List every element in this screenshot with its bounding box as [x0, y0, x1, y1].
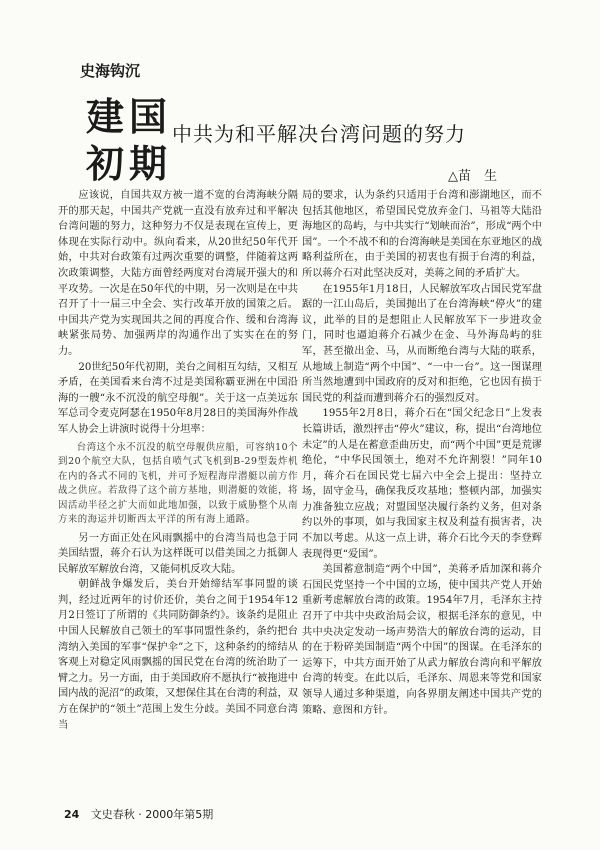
big-title-line1: 建国: [86, 95, 173, 139]
journal-name: 文史春秋 · 2000年第5期: [90, 808, 214, 821]
paragraph: 朝鲜战争爆发后，美台开始缔结军事同盟的谈判，经过近两年的讨价还价，美台之间于1954年12月2日签订了所谓的《共同防御条约》。该条约是阻止中国人民解放自己领土的军事同盟性条约，条约把台湾纳入美国的军事“保护伞”之下，这种条约的缔结从客观上对稳定风雨飘摇的国民党在台湾的统治助了一臂之力。另一方面，由于美国政府不愿执行“被拖进中国内战的泥沼”的政策，又想保住其在台湾的利益，双方在保护的“领土”范围上发生分歧。美国不同意台湾当: [58, 579, 298, 731]
paragraph: 另一方面正处在风雨飘摇中的台湾当局也急于同美国结盟，蒋介石认为这样既可以借美国之力抵御人民解放军解放台湾，又能伺机反攻大陆。: [58, 532, 298, 575]
author: △苗 生: [448, 169, 497, 184]
page-footer: [64, 806, 213, 822]
paragraph: 20世纪50年代初期，美台之间相互勾结，又相互矛盾，在美国看来台湾不过是美国称霸亚洲在中国沿海的一艘“永不沉没的航空母舰”。关于这一点美远东军总司令麦克阿瑟在1950年8月28日的美国海外作战军人协会上讲演时说得十分坦率：: [58, 361, 298, 435]
left-column: [58, 188, 298, 733]
section-label: 史海钩沉: [80, 62, 141, 80]
right-column: [302, 188, 542, 718]
page-number: 24: [64, 808, 80, 821]
quote-block: 台湾这个永不沉没的航空母舰供应船，可容纳10个到20个航空大队，包括自喷气式飞机到B-29型轰炸机在内的各式不同的飞机，并可予短程海岸潜艇以前方作战之供应。若敌得了这个前方基地，则潜艇的效能，将因活动半径之扩大而如此地加强，以致于威胁整个从南方来的海运并切断西太平洋的所有海上通路。: [58, 441, 298, 525]
paragraph: 1955年2月8日，蒋介石在“国父纪念日”上发表长篇讲话，激烈抨击“停火”建议，称，提出“台湾地位未定”的人是在蓄意歪曲历史，而“两个中国”更是荒谬绝伦，“中华民国领土，绝对不允许割裂！”同年10月，蒋介石在国民党七届六中全会上提出：坚持立场，固守金马，确保我反攻基地；整顿内部，加强实力准备独立应战；对盟国坚决履行条约义务，但对条约以外的事项，如与我国家主权及利益有损害者，决不加以考虑。从这一点上讲，蒋介石比今天的李登辉表现得更“爱国”。: [302, 408, 542, 560]
paragraph: 应该说，自国共双方被一道不宽的台湾海峡分隔开的那天起，中国共产党就一直没有放弃过和平解决台湾问题的努力，这种努力不仅是表现在宣传上，更体现在实际行动中。纵向看来，从20世纪50年代开始，中共对台政策有过两次重要的调整，伴随着这两次政策调整，大陆方面曾经两度对台湾展开强大的和平攻势。一次是在50年代的中期，另一次则是在中共召开了十一届三中全会、实行改革开放的国策之后。中国共产党为实现国共之间的再度合作、缓和台湾海峡紧张局势、加强两岸的沟通作出了实实在在的努力。: [58, 190, 298, 357]
paragraph: 在1955年1月18日，人民解放军攻占国民党军盘踞的一江山岛后，美国抛出了在台湾海峡“停火”的建议，此举的目的是想阻止人民解放军下一步进攻金门，同时也逼迫蒋介石减少在金、马外海岛屿的驻军，甚至撤出金、马，从而断绝台湾与大陆的联系，从地域上制造“两个中国”、“一中一台”。这一图谋理所当然地遭到中国政府的反对和拒绝，它也因有损于国民党的利益而遭到蒋介石的强烈反对。: [302, 283, 542, 404]
big-title-line2: 初期: [86, 142, 173, 186]
paragraph-continued: 局的要求，认为条约只适用于台湾和澎湖地区，而不包括其他地区，希望国民党放弃金门、马祖等大陆沿海地区的岛屿，与中共实行“划峡而治”，形成“两个中国”。一个不战不和的台湾海峡是美国在东亚地区的战略利益所在，由于美国的初衷也有损于台湾的利益，所以蒋介石对此坚决反对，美蒋之间的矛盾扩大。: [302, 190, 542, 279]
paragraph: 美国蓄意制造“两个中国”，美蒋矛盾加深和蒋介石国民党坚持一个中国的立场，使中国共产党人开始重新考虑解放台湾的政策。1954年7月，毛泽东主持召开了中共中央政治局会议，根据毛泽东的意见，中共中央决定发动一场声势浩大的解放台湾的运动，目的在于粉碎美国制造“两个中国”的图谋。在毛泽东的运筹下，中共方面开始了从武力解放台湾向和平解放台湾的转变。在此以后，毛泽东、周恩来等党和国家领导人通过多种渠道，向各界朋友阐述中国共产党的策略、意图和方针。: [302, 564, 542, 716]
article-subtitle: 中共为和平解决台湾问题的努力: [172, 122, 466, 146]
